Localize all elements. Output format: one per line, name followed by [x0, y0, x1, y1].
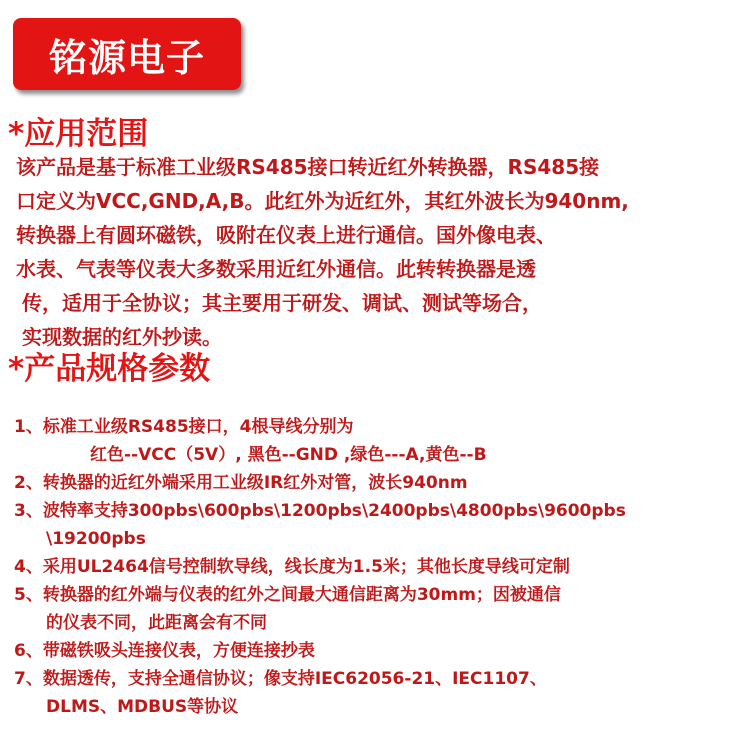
spec-item: 7、数据透传，支持全通信协议；像支持IEC62056-21、IEC1107、 [14, 669, 547, 689]
application-description [16, 150, 746, 354]
spec-item: 3、波特率支持300pbs\600pbs\1200pbs\2400pbs\4800pbs\9600pbs [14, 501, 626, 521]
brand-name: 铭源电子 [48, 35, 205, 80]
description-line: 该产品是基于标准工业级RS485接口转近红外转换器，RS485接 [16, 155, 600, 179]
spec-item-continuation: \19200pbs [46, 529, 146, 549]
description-line: 转换器上有圆环磁铁，吸附在仪表上进行通信。国外像电表、 [16, 223, 556, 247]
spec-item: 6、带磁铁吸头连接仪表，方便连接抄表 [14, 641, 315, 661]
description-line: 口定义为VCC,GND,A,B。此红外为近红外，其红外波长为940nm, [16, 189, 629, 213]
section-heading-specifications: *产品规格参数 [8, 351, 211, 387]
description-line: 传，适用于全协议；其主要用于研发、调试、测试等场合， [22, 291, 542, 315]
description-line: 实现数据的红外抄读。 [22, 325, 222, 349]
spec-item: 1、标准工业级RS485接口，4根导线分别为 [14, 417, 354, 437]
spec-item: 4、采用UL2464信号控制软导线，线长度为1.5米；其他长度导线可定制 [14, 557, 570, 577]
spec-item-wire-colors: 红色--VCC（5V）, 黑色--GND ,绿色---A,黄色--B [90, 445, 487, 465]
brand-logo-badge [13, 18, 241, 90]
spec-item: 5、转换器的红外端与仪表的红外之间最大通信距离为30mm；因被通信 [14, 585, 561, 605]
spec-item-continuation: DLMS、MDBUS等协议 [46, 697, 239, 717]
specifications-list [14, 413, 744, 721]
section-heading-application: *应用范围 [8, 116, 149, 152]
description-line: 水表、气表等仪表大多数采用近红外通信。此转转换器是透 [16, 257, 536, 281]
spec-item-continuation: 的仪表不同，此距离会有不同 [46, 613, 267, 633]
spec-item: 2、转换器的近红外端采用工业级IR红外对管，波长940nm [14, 473, 468, 493]
